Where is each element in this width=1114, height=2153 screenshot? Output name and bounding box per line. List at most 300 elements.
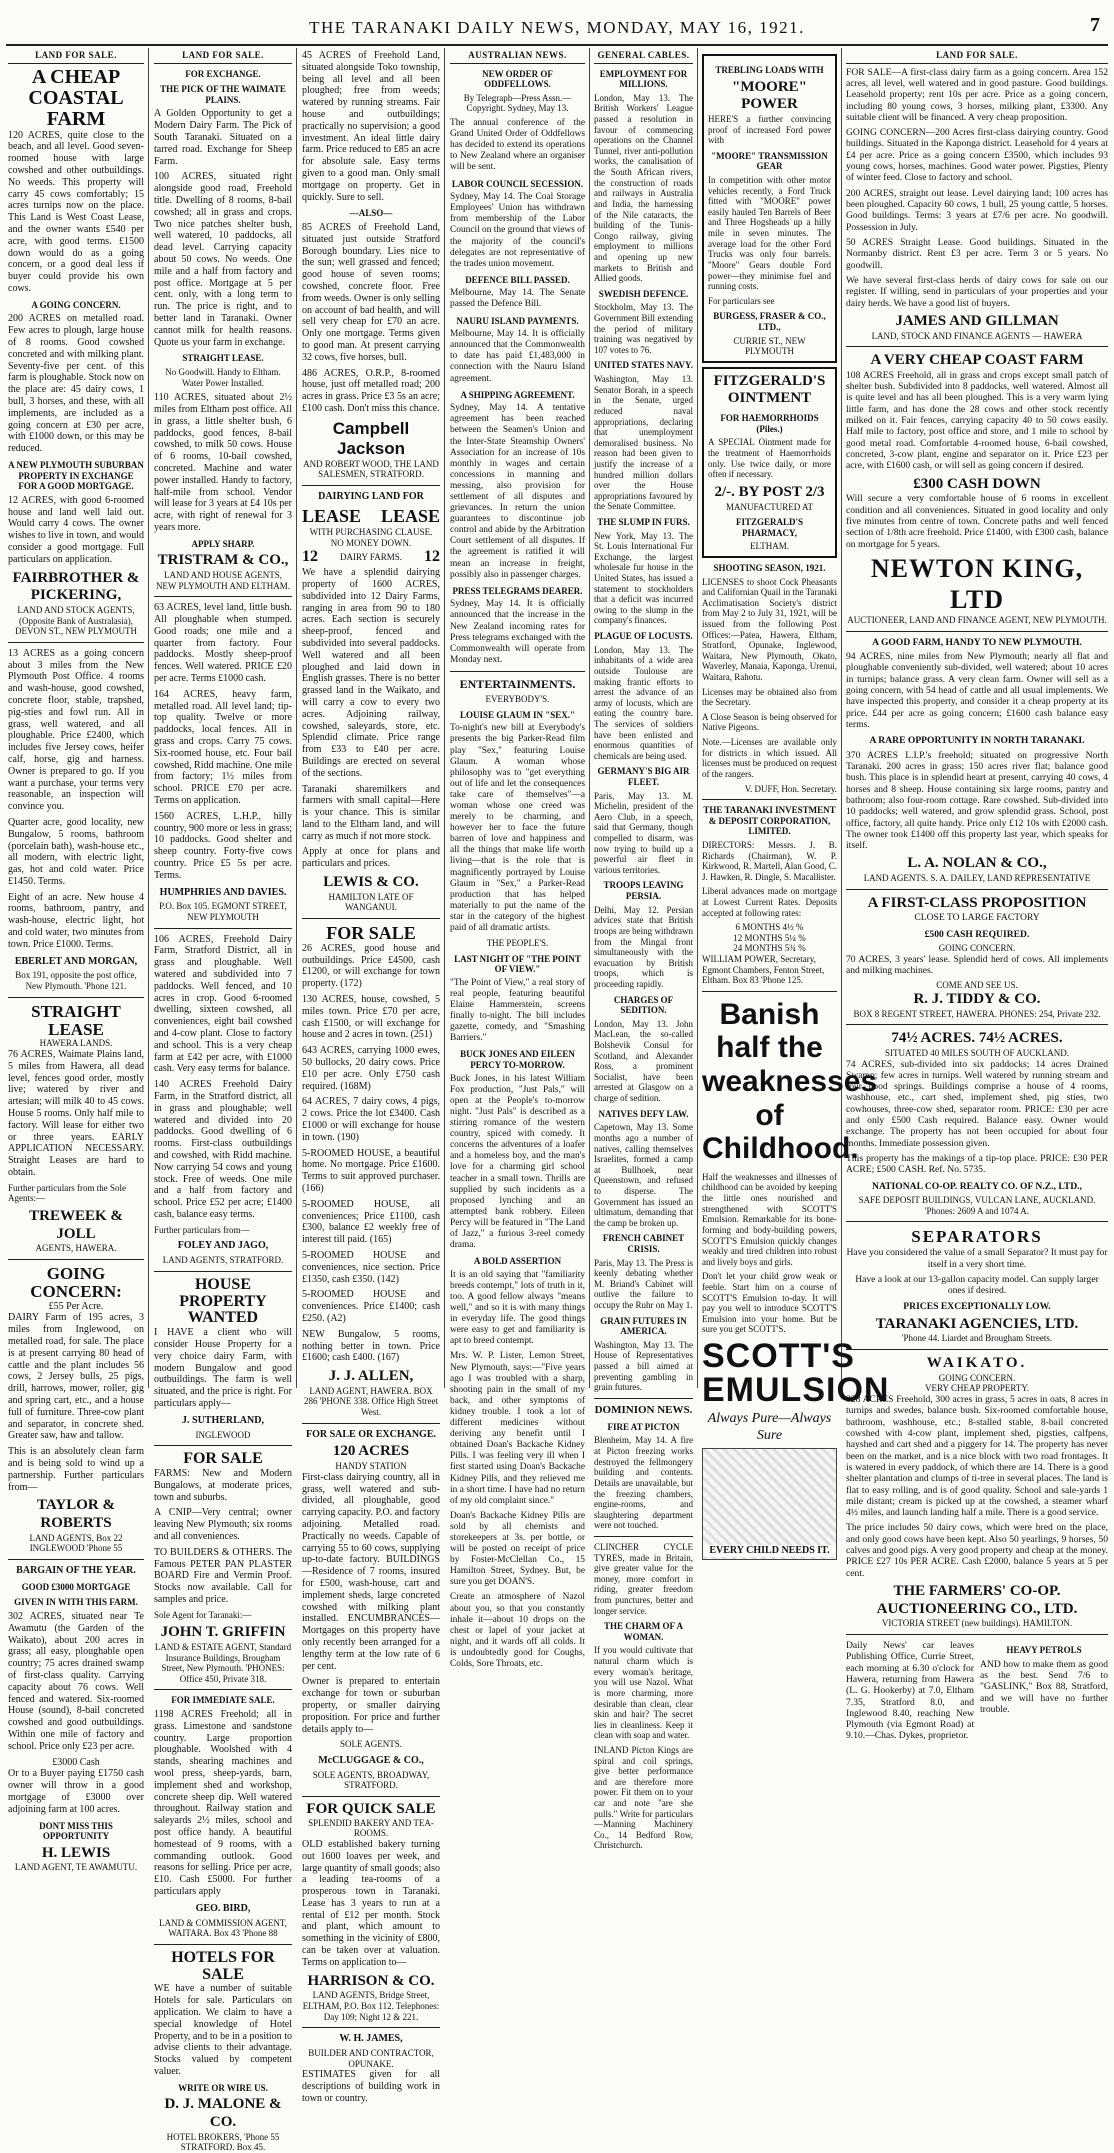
news-headline: A SHIPPING AGREEMENT. — [460, 389, 575, 400]
ad-subheading: FOR EXCHANGE. — [185, 68, 261, 79]
ad-text: Quarter acre, good locality, new Bungalow, 5 rooms, bathroom (porcelain bath), wash-house etc., all modern, with electric light, gas, hot and cold water. Price £1450. Terms. — [8, 816, 144, 887]
agent-address: BUILDER AND CONTRACTOR, OPUNAKE. — [308, 2047, 434, 2069]
news-headline: THE CHARM OF A WOMAN. — [604, 1621, 683, 1642]
agent-name: W. H. JAMES, — [339, 2033, 403, 2045]
rate-line: 24 MONTHS 5¾ % — [733, 943, 806, 954]
ad-subheading: £500 CASH REQUIRED. — [924, 928, 1030, 940]
bottom-ads-row — [846, 1640, 1108, 1746]
ad-text: NEW Bungalow, 5 rooms, nothing better in town. Price £1600; cash £400. (167) — [302, 1328, 440, 1364]
news-headline: SWEDISH DEFENCE. — [598, 288, 689, 299]
ad-subheading: GOOD £3000 MORTGAGE — [21, 1581, 131, 1592]
news-headline: NATIVES DEFY LAW. — [598, 1108, 689, 1119]
ad-heading: THE TARANAKI INVESTMENT & DEPOSIT CORPORATION, LIMITED. — [703, 805, 836, 837]
agent-address: AND ROBERT WOOD, THE LAND SALESMEN, STRATFORD. — [303, 458, 439, 480]
ad-subheading: SOLE AGENTS. — [339, 1739, 402, 1750]
agent-name: GEO. BIRD, — [195, 1902, 251, 1914]
news-text: London, May 13. John MacLean, the so-called Bolshevik Consul for Scotland, and Alexander Ross, a prominent Socialist, have been arrested at Glasgow on a charge of sedition. — [594, 1018, 693, 1104]
ad-text: 13 ACRES as a going concern about 3 miles from the New Plymouth Post Office. 4 rooms and wash-house, good cowshed, concrete floor, stable, trapshed, pig-sties and fowl run. All in grass, well watered, and all ploughable. Price £2400, which includes five Jersey cows, heifer calf, horse, gig and harness. Owner is prepared to go. If you want a purchase, your terms very reasonable, an inspection will convince you. — [8, 647, 144, 813]
ad-headline: HOTELS FOR SALE — [171, 1948, 275, 1983]
ad-text: HERE'S a further convincing proof of increased Ford power with — [708, 113, 831, 146]
ad-text: 1198 ACRES Freehold; all in grass. Limestone and sandstone country. Large proportion ploughable. Woolshed with 4 stands, shearing machines and wool press, sheep-yards, barn, implement shed and workshop, concrete sheep dip. Well watered throughout. Railway station and saleyards 2½ miles, school and post office handy. A beautiful homestead of 9 rooms, with a commanding outlook. Good reasons for selling. Price per acre, £10. Cash £5000. For further particulars apply — [154, 1709, 292, 1897]
ad-text: TO BUILDERS & OTHERS. The Famous PETER PAN PLASTER BOARD Fire and Vermin Proof. Stocks now available. Call for samples and price. — [154, 1546, 292, 1605]
ad-text: Apply at once for plans and particulars and prices. — [302, 846, 440, 870]
divider — [8, 997, 144, 998]
ad-text: 63 ACRES, level land, little bush. All ploughable when stumped. Good roads; one mile and a quarter from factory. Four paddocks. Mostly sheep-proof fences. Well watered. PRICE £20 per acre. Terms £1000 cash. — [154, 602, 292, 685]
ad-headline: 120 ACRES — [332, 1443, 410, 1460]
ad-text: This property has the makings of a tip-top place. PRICE: £30 PER ACRE; £500 CASH. Ref. No. 5735. — [846, 1153, 1108, 1176]
ad-text: AND how to make them as good as the best. Send 7/6 to "GASLINK," Box 88, Stratford, and we will have no further trouble. — [980, 1658, 1108, 1715]
column-divider — [148, 48, 149, 1388]
notice-text: Note.—Licenses are available only for districts in which issued. All licenses must be produced on request of the rangers. — [702, 737, 837, 779]
ad-text: 76 ACRES, Waimate Plains land, 5 miles from Hawera, all dead level, fences good order, mostly live; watered by river and artesian; will milk 40 to 45 cows. House 5 rooms. Only half mile to factory. Will lease for either two or three years. EARLY APPLICATION NECESSARY. Straight Leases are hard to obtain. — [8, 1048, 144, 1178]
ad-subheading: PRICES EXCEPTIONALLY LOW. — [903, 1301, 1051, 1313]
agent-address: LAND AGENT, HAWERA. BOX 286 'PHONE 338. Office High Street West. — [304, 1385, 438, 1418]
ad-text: Further particulars from— — [154, 1224, 250, 1235]
news-text: It is an old saying that "familiarity breeds contempt," lots of truth in it, too. A good fellow always "means well," and so it is with many things in everyday life. The good things were easy to get and familiarity is apt to breed contempt. — [450, 1269, 585, 1347]
agent-address: HOTEL BROKERS, 'Phone 55 STRATFORD. Box 45. — [166, 2131, 280, 2153]
ad-text: Further particulars from the Sole Agents:— — [8, 1182, 126, 1204]
column-header: AUSTRALIAN NEWS. — [450, 50, 585, 64]
ad-headline: FOR QUICK SALE — [306, 1800, 436, 1817]
ad-text: 108 ACRES Freehold, all in grass and crops except small patch of shelter bush. Subdivided into 8 paddocks, well watered. Almost all is quite level and has all been ploughed. This is a very warm lying little farm, and has done the 28 cows and other stock recently milked on it. Fair fences, carrying capacity 40 to 50 cows easily. Half mile to factory, post office and store, and 1 mile to school by good metal road. Comfortable 4-roomed house, 6-bail cowshed, concreted, 3-cow plant, engine and separator on it. Price £23 per acre, with £1600 cash, or will sell as going concern if desired. — [846, 369, 1108, 472]
lease-word: LEASE — [380, 505, 440, 526]
news-text: CLINCHER CYCLE TYRES, made in Britain, give greater value for the money, more comfort in riding, greater freedom from punctures, better and longer service. — [594, 1541, 693, 1616]
newspaper-title: THE TARANAKI DAILY NEWS, MONDAY, MAY 16, 1921. — [309, 18, 805, 37]
ad-subheading: COME AND SEE US. — [936, 980, 1018, 991]
ad-text: Half the weaknesses and illnesses of childhood can be avoided by keeping the little ones nourished and strengthened with SCOTT'S Emulsion. Remarkable for its bone-forming and body-building powers, SCOTT'S Emulsion quickly changes weakly and tired children into robust and lively boys and girls. — [702, 1171, 837, 1267]
ad-text: 94 ACRES, nine miles from New Plymouth; nearly all flat and ploughable conveniently sub-divided, well watered; about 10 acres in turnips; balance grass. A very clean farm. Owner will sell as a going concern, with 54 head of cattle and all usual implements. We have inspected this property, and consider it a cheap property at its price. £44 per acre as going concern; £1600 cash balance easy terms. — [846, 651, 1108, 731]
ad-text: Have you considered the value of a small Separator? It must pay for itself in a very short time. — [846, 1247, 1108, 1270]
ad-caption: EVERY CHILD NEEDS IT. — [703, 1545, 836, 1557]
ad-heading: TREBLING LOADS WITH — [715, 65, 824, 75]
count-number: 12 — [423, 548, 440, 566]
agent-name: BURGESS, FRASER & CO., LTD., — [713, 311, 826, 332]
ad-subheading: FOR IMMEDIATE SALE. — [171, 1695, 275, 1706]
ad-text: MANUFACTURED AT — [725, 501, 814, 512]
notice-heading: SHOOTING SEASON, 1921. — [713, 562, 826, 573]
column-4 — [450, 50, 585, 1669]
divider — [154, 1689, 292, 1690]
agent-address: LAND AGENTS, STRATFORD. — [162, 1255, 284, 1266]
agent-name: FITZGERALD'S PHARMACY, — [735, 517, 804, 538]
agent-address: AGENTS, HAWERA. — [35, 1243, 117, 1254]
news-text: INLAND Picton Kings are spiral and coil springs, give better performance and are therefore more power. Fit them on to your car and note "are she pulls." Write for particulars—Manning Machinery Co., 14 Bedford Row, Christchurch. — [594, 1744, 693, 1851]
agent-name: HUMPHRIES AND DAVIES. — [159, 886, 287, 898]
ad-text: Liberal advances made on mortgage at Lowest Current Rates. Deposits accepted at following rates: — [702, 886, 837, 918]
agent-name: FAIRBROTHER & PICKERING, — [12, 569, 140, 604]
news-headline: A BOLD ASSERTION — [473, 1256, 562, 1267]
agent-name: JOHN T. GRIFFIN — [160, 1624, 286, 1641]
ad-text: FARMS: New and Modern Bungalows, at moderate prices, town and suburbs. — [154, 1467, 292, 1503]
rate-line: 6 MONTHS 4½ % — [735, 922, 804, 933]
ad-price: £3000 Cash — [52, 1756, 100, 1768]
ad-headline: FOR SALE — [326, 922, 416, 943]
divider — [154, 1944, 292, 1945]
ad-text: 1560 ACRES, L.H.P., hilly country, 900 more or less in grass; 10 paddocks. Good shelter and sheep country. Forty-five cows country. Price £5 5s per acre. Terms. — [154, 810, 292, 881]
news-headline: PLAGUE OF LOCUSTS. — [594, 631, 693, 642]
ad-subheading: HANDY STATION — [335, 1461, 407, 1472]
ad-text: Eight of an acre. New house 4 rooms, bathroom, pantry, and wash-house, electric light, hot and cold water, two minutes from town. Price £1000. Terms. — [8, 891, 144, 950]
agent-name: J. J. ALLEN, — [328, 1368, 414, 1385]
divider — [154, 1271, 292, 1272]
section-heading: ENTERTAINMENTS. — [459, 676, 576, 691]
ad-subheading: FOR HAEMORRHOIDS (Piles.) — [720, 413, 819, 434]
news-headline: DEFENCE BILL PASSED. — [465, 274, 570, 285]
agent-address: SAFE DEPOSIT BUILDINGS, VULCAN LANE, AUCKLAND. 'Phones: 2609 A and 1074 A. — [858, 1194, 1096, 1216]
ad-headline: WAIKATO. — [926, 1355, 1028, 1372]
ad-heading: "MOORE" — [732, 78, 807, 95]
agent-address: LAND AGENTS. S. A. DAILEY, LAND REPRESENTATIVE — [863, 873, 1091, 884]
agent-address: LAND, STOCK AND FINANCE AGENTS — HAWERA — [871, 330, 1083, 341]
divider — [8, 642, 144, 643]
ad-subheading: STRAIGHT LEASE. — [182, 353, 264, 364]
ad-text: 26 ACRES, good house and outbuildings. Price £4500, cash £1200, or will exchange for town property. (172) — [302, 942, 440, 990]
heavy-petrols-ad — [980, 1640, 1108, 1746]
agent-name: NEWTON KING, LTD — [870, 553, 1084, 614]
ad-headline: FOR SALE — [183, 1450, 263, 1468]
ad-subheading: VERY CHEAP PROPERTY. — [925, 1383, 1029, 1394]
ad-price: £55 Per Acre. — [48, 1300, 104, 1312]
news-text: Delhi, May 12. Persian advices state that British troops are being withdrawn from the Mingal front simultaneously with the evacuation by British troops, which is proceeding rapidly. — [594, 904, 693, 989]
ad-text: Will secure a very comfortable house of 6 rooms in excellent condition and all conveniences. Situated in good locality and only five minutes from centre of town. Concrete paths and well fenced section of 1/8th acre freehold. Price £1400, with £300 cash, balance on mortgage for 5 years. — [846, 493, 1108, 550]
ad-text: DIRECTORS: Messrs. J. B. Richards (Chairman), W. P. Kirkwood, R. Martell, Alan Good, C. J. Hawken, R. Dingle, S. Macallister. — [702, 839, 837, 882]
ad-text: A CNIP—Very central; owner leaving New Plymouth; six rooms and all conveniences. — [154, 1507, 292, 1542]
column-header: LAND FOR SALE. — [846, 50, 1108, 64]
ad-subheading: GOING CONCERN. — [938, 1372, 1016, 1383]
divider — [702, 799, 837, 800]
ad-text: 370 ACRES L.I.P.'s freehold; situated on progressive North Taranaki. 200 acres in grass; 150 acres river flat; balance good bush. This place is in splendid heart at present, carrying 40 cows, 4 horses and 8 sheep. House containing six large rooms, pantry and bathroom; also four-room cottage. Rare cowshed. Sub-divided into 10 paddocks; well watered, and grow splendid grass. School, post office, factory, all quite handy. Price only £12 10s with £2000 cash. The owner took £1400 off this property last year, which speaks for itself. — [846, 749, 1108, 852]
count-number: 12 — [302, 548, 318, 566]
ad-text: GOING CONCERN—200 Acres first-class dairying country. Good buildings. Situated in the Kaponga district. Leasehold for 4 years at £4 per acre. Price as a going concern £3500, which includes 93 young cows, horses, machines. Good water power. Pigsties, Plenty of winter feed. Close to factory and school. — [846, 127, 1108, 184]
ad-text: 200 ACRES on metalled road. Few acres to plough, large house of 8 rooms. Good cowshed concreted and with milking plant. Seventy-five per cent. of this farm is ploughable. Stock now on the place are: 45 dairy cows, 1 bull, 3 horses, and these, with all implements, are included as a going concern at £30 per acre, with £1000 down, or this may be reduced. — [8, 313, 144, 455]
agent-name: NATIONAL CO-OP. REALTY CO. OF N.Z., LTD., — [872, 1180, 1082, 1192]
news-text: Paris, May 13. The Press is keenly debating whether M. Briand's Cabinet will outlive the failure to occupy the Ruhr on May 1. — [594, 1257, 693, 1311]
ad-headline: A CHEAP COASTAL FARM — [28, 65, 124, 130]
ad-text: For particulars see — [708, 295, 775, 306]
ad-slogan: Always Pure—Always Sure — [707, 1410, 832, 1443]
news-text: Blenheim, May 14. A fire at Picton freezing works destroyed the fellmongery building and contents. Details are unavailable, but the freezing chambers, engine-rooms, and slaughtering department were not touched. — [594, 1435, 693, 1531]
news-headline: THE PEOPLE'S. — [486, 938, 549, 949]
brand-logo: EMULSION — [702, 1370, 890, 1409]
ad-text: 74 ACRES, sub-divided into six paddocks; 14 acres Drained Swamp; few acres in turnips. Well watered by running stream and four good springs. Buildings comprise a house of 4 rooms, washhouse, etc., cart shed, implement shed, pig sties, two cowhouses, three-cow shed, separator room. PRICE: £30 per acre and only £500 Cash required. Balance easy. Owner would exchange. The property has not been occupied for about four months. Immediate possession given. — [846, 1058, 1108, 1149]
agent-name: HARRISON & CO. — [307, 1972, 435, 1989]
ad-subheading: CLOSE TO LARGE FACTORY — [914, 912, 1040, 924]
divider — [302, 918, 440, 919]
lease-word: LEASE — [302, 505, 362, 526]
divider — [154, 928, 292, 929]
news-text: Capetown, May 13. Some months ago a number of natives, calling themselves Israelites, formed a camp at Bullhoek, near Queenstown, and refused to disperse. The Government has issued an ultimatum, demanding that the camp be broken up. — [594, 1122, 693, 1228]
ad-subheading: SPLENDID BAKERY AND TEA-ROOMS. — [308, 1817, 434, 1839]
news-headline: UNITED STATES NAVY. — [594, 360, 693, 371]
news-headline: CHARGES OF SEDITION. — [613, 994, 674, 1016]
agent-name: LEWIS & CO. — [323, 874, 419, 891]
ad-text: We have a splendid dairying property of 1600 ACRES, subdivided into 12 Dairy Farms, ranging in area from 90 to 180 acres. Each section is securely sheep-proof, fenced and subdivided into several paddocks. Well watered and all been ploughed and laid down in English grasses. There is no better grassed land in the Waikato, and will carry a cow to every two acres. Adjoining railway, cowshed, saleyards, store, etc. Splendid climate. Price range from £33 to £40 per acre. Buildings are erected on several of the sections. — [302, 567, 440, 779]
news-text: Create an atmosphere of Nazol about you, so that you constantly inhale it—about 10 drops on the chest or lapel of your jacket at night, and it wards off all colds. It is undoubtedly good for Coughs, Colds, Sore Throats, etc. — [450, 1592, 585, 1669]
agent-address: LAND & ESTATE AGENT, Standard Insurance Buildings, Brougham Street, New Plymouth. 'PHONES: Office 450, Private 318. — [154, 1642, 292, 1684]
ad-text: A Golden Opportunity to get a Modern Dairy Farm. The Pick of South Taranaki. Situated on a tarred road. Exchange for Sheep Farm. — [154, 108, 292, 167]
news-text: The annual conference of the Grand United Order of Oddfellows has decided to extend its operations to New Zealand where an organiser will be sent. — [450, 118, 585, 173]
agent-name: McCLUGGAGE & CO., — [318, 1754, 424, 1766]
news-text: Melbourne, May 14. The Senate passed the Defence Bill. — [450, 288, 585, 310]
ad-text: 64 ACRES, 7 dairy cows, 4 pigs, 2 cows. Price the lot £3400. Cash £1000 or will exchange for house in town. (190) — [302, 1096, 440, 1143]
column-7 — [846, 50, 1108, 1742]
ad-text: Or to a Buyer paying £1750 cash owner will throw in a good mortgage of £3000 over adjoining farm at 100 acres. — [8, 1768, 144, 1815]
news-text: Sydney, May 14. It is officially announced that the increase in the New Zealand incoming rates for Press telegrams exchanged with the Commonwealth will operate from Monday next. — [450, 599, 585, 665]
rate-line: 12 MONTHS 5¼ % — [733, 932, 806, 943]
news-headline: LOUISE GLAUM IN "SEX." — [459, 709, 575, 720]
ad-text: FOR SALE—A first-class dairy farm as a going concern. Area 152 acres, all level, well watered and in good pasture. Good buildings. Leasehold property; rent 10s per acre. Price as a going concern, including 80 young cows, 3 horses, milking plant, £3300. Any suitable client will be financed. A very cheap proposition. — [846, 66, 1108, 123]
agent-name: TREWEEK & JOLL — [29, 1207, 123, 1242]
ad-text: ESTIMATES given for all descriptions of building work in town or country. — [302, 2069, 440, 2104]
news-text: London, May 13. The British Workers' League passed a resolution in favour of commencing operations on the Channel Tunnel, river anti-pollution works, the canalisation of the South African rivers, the construction of roads and railways in Australia and India, the harnessing of the Nile cataracts, the building of the Tunis-Congo railway, giving employment to millions and opening up new markets to British and Allied goods. — [594, 92, 693, 284]
agent-address: LAND & COMMISSION AGENT, WAITARA. Box 43 'Phone 88 — [159, 1917, 287, 1939]
news-headline: BUCK JONES AND EILEEN PERCY TO-MORROW. — [460, 1049, 575, 1071]
ad-text: 164 ACRES, heavy farm, metalled road. All level land; tip-top quality. Twelve or more paddocks, local fences. All in grass and crops. Carry 75 cows. Six-roomed house, etc. Four bail cowshed, Ridd machine. One mile from factory; 1½ miles from school. PRICE £70 per acre. Terms on application. — [154, 688, 292, 807]
ad-subheading: A NEW PLYMOUTH SUBURBAN PROPERTY IN EXCHANGE FOR A GOOD MORTGAGE. — [8, 459, 144, 492]
ad-text: Have a look at our 13-gallon capacity model. Can supply larger ones if desired. — [855, 1273, 1099, 1297]
news-text: Doan's Backache Kidney Pills are sold by all chemists and storekeepers at 3s. per bottle, or will be posted on receipt of price by Foster-McClellan Co., 15 Hamilton Street, Sydney. But, be sure you get DOAN'S. — [450, 1510, 585, 1588]
news-text: New York, May 13. The St. Louis International Fur Exchange, the largest wholesale fur house in the United States, has issued a statement to stockholders that a deficit was incurred owing to the slump in the company's finances. — [594, 530, 693, 626]
ad-text: The price includes 50 dairy cows, which were bred on the place, and only good cows have been kept. Also 50 yearlings, 9 horses, 50 calves and good pigs. A very good property and cheap at the money. PRICE £27 10s PER ACRE. Cash £2000, balance 5 years at 5 per cent. — [846, 1522, 1108, 1579]
ad-text: I HAVE a client who will consider House Property for a very choice dairy Farm, with modern Bungalow and good outbuildings. The farm is well situated, and the price is right. For particulars apply— — [154, 1327, 292, 1409]
agent-address: INGLEWOOD — [195, 1429, 251, 1440]
brand-logo: SCOTT'S — [702, 1336, 855, 1375]
ad-subheading: —ALSO— — [349, 208, 393, 219]
agent-address: LAND AND HOUSE AGENTS, NEW PLYMOUTH AND ELTHAM. — [155, 570, 291, 591]
divider — [846, 1634, 1108, 1635]
ad-text: 100 ACRES, situated right alongside good road, Freehold title. Dwelling of 8 rooms, 8-bail cowshed; all in grass and crops. Two nice patches shelter bush, well watered, 10 paddocks, all dead level. Carrying capacity about 50 cows. No weeds. One mile and a half from factory and post office. Mortgage at 5 per cent. only, with a long term to run. The price is right, and to better land in Taranaki. Owner cannot milk for health reasons. Quote us your farm in exchange. — [154, 171, 292, 348]
agent-address: LAND AGENTS, Bridge Street, ELTHAM, P.O. Box 112. Telephones: Day 109; Night 12 & 221. — [302, 1990, 440, 2022]
ad-text: Sole Agent for Taranaki:— — [154, 1609, 252, 1620]
divider — [8, 1559, 144, 1560]
ad-headline: 74½ ACRES. 74½ ACRES. — [891, 1030, 1063, 1047]
ad-headline: SEPARATORS — [911, 1227, 1043, 1247]
news-dateline: By Telegraph—Press Assn.—Copyright. Sydney, May 13. — [463, 92, 572, 114]
ad-text: 5-ROOMED HOUSE, a beautiful home. No mortgage. Price £1600. Terms to suit approved purchaser. (166) — [302, 1147, 440, 1195]
notice-text: A Close Season is being observed for Native Pigeons. — [702, 711, 837, 733]
ad-text: 328 ACRES Freehold, 300 acres in grass, 5 acres in oats, 8 acres in turnips and swedes, balance bush. Six-roomed comfortable house, bathroom, washhouse, etc.; 8-stalled stable, 8-bail concreted cowshed with 4-cow plant, implement shed, pigsties, calfpens, hayshed and cart shed and a piggery for 14. The property has never been on the market, and is a nice block with two road frontages. It is watered in every paddock, of which there are 14. There is a good shelter plantation and clumps of ti-tree in several places. The land is flat to easy rolling, and is of good quality. School and sale-yards 1 mile distant; cream is picked up at the cowshed, a steamer wharf 4½ miles, and launch landing half a mile. There is a good service. — [846, 1394, 1108, 1519]
agent-address: LAND AND STOCK AGENTS, (Opposite Bank of Australasia), DEVON ST., NEW PLYMOUTH — [14, 604, 137, 637]
ad-text: Don't let your child grow weak or feeble. Start him on a course of SCOTT'S Emulsion to-day. It will pay you well to introduce SCOTT'S Emulsion into your home. But be sure you get SCOTT'S. — [702, 1271, 837, 1335]
news-text: Melbourne, May 14. It is officially announced that the Commonwealth to date has paid £1,483,000 in connection with the Nauru Island agreement. — [450, 329, 585, 384]
news-headline: TROOPS LEAVING PERSIA. — [603, 880, 684, 902]
agent-address: LAND AGENTS, Box 22 INGLEWOOD 'Phone 55 — [29, 1532, 123, 1554]
agent-name: FOLEY AND JAGO, — [177, 1240, 269, 1252]
divider — [302, 2027, 440, 2028]
ad-text: 50 ACRES Straight Lease. Good buildings. Situated in the Normanby district. Rent £3 per acre. Term 3 or 5 years. No goodwill. — [846, 236, 1108, 271]
notice-text: LICENSES to shoot Cock Pheasants and Californian Quail in the Taranaki Acclimatisation Society's district from May 2 to July 31, 1921, will be issued from the following Post Offices:—Patea, Hawera, Eltham, Stratford, Opunake, Inglewood, Waitara, New Plymouth, Okato, Waverley, Manaia, Kaponga, Urenui, Waitara, Rahotu. — [702, 576, 837, 683]
ad-text: This is an absolutely clean farm and is being sold to wind up a partnership. Further particulars from— — [8, 1446, 144, 1493]
ad-subheading: A RARE OPPORTUNITY IN NORTH TARANAKI. — [869, 735, 1085, 747]
agent-address: P.O. Box 105. EGMONT STREET, NEW PLYMOUTH — [159, 901, 287, 923]
ad-subheading: THE PICK OF THE WAIMATE PLAINS. — [160, 84, 286, 105]
news-text: Washington, May 13. The House of Representatives passed a bill aimed at preventing gambling in grain futures. — [594, 1339, 693, 1393]
column-3 — [302, 50, 440, 2104]
ad-subheading: NO MONEY DOWN. — [330, 537, 412, 548]
notice-text: Licenses may be obtained also from the Secretary. — [702, 686, 837, 708]
ad-subheading: FOR SALE OR EXCHANGE. — [305, 1428, 436, 1440]
agent-name: D. J. MALONE & CO. — [164, 2096, 282, 2131]
ad-price: 2/-. BY POST 2/3 — [714, 483, 825, 500]
news-text: Stockholm, May 13. The Government Bill extending the period of military training was negatived by 107 votes to 76. — [594, 302, 693, 355]
divider — [846, 1349, 1108, 1350]
column-5 — [594, 50, 693, 1851]
news-text: Sydney, May 14. The Coal Storage Employees' Union has withdrawn from membership of the Labor Council on the ground that views of the majority of the council's delegates are not representative of the trades union movement. — [450, 192, 585, 269]
column-1 — [8, 50, 144, 1873]
ad-text: WILLIAM POWER, Secretary, Egmont Chambers, Fenton Street, Eltham. Box 83 'Phone 125. — [702, 954, 825, 986]
ad-subheading: SITUATED 40 MILES SOUTH OF AUCKLAND. — [884, 1047, 1069, 1058]
agent-name: Campbell Jackson — [332, 418, 410, 458]
ad-text: 70 ACRES, 3 years' lease. Splendid herd of cows. All implements and milking machines. — [846, 953, 1108, 977]
column-divider — [697, 48, 698, 1388]
notice-signature: V. DUFF, Hon. Secretary. — [744, 783, 837, 794]
news-text: Buck Jones, in his latest William Fox production, "Just Pals," will open at the People's to-morrow night. "Just Pals" is described as a stirring romance of the western country, spiced with comedy. It concerns the adventures of a loafer and a homeless boy, and the man's love for a charming girl school teacher in a small town. Thrills are supplied by such incidents as a proposed lynching and an attempted bank robbery. Eileen Percy will be featured in "The Land of Jazz," a furious 3-reel comedy drama. — [450, 1073, 585, 1251]
ad-text: 110 ACRES, situated about 2½ miles from Eltham post office. All in grass, a little shelter bush, 6 paddocks, good fences, 8-bail cowshed, to milk 50 cows. House of 6 rooms, 10-bail cowshed, concreted. Machine and water power installed. Handy to factory, half-mile from school. Vendor will lease for 3 years at £4 10s per acre, with right of renewal for 3 years more. — [154, 392, 292, 533]
ad-text: 85 ACRES of Freehold Land, situated just outside Stratford Borough boundary. Lies nice to the sun; well grassed and fenced; good house of seven rooms; cowshed, concrete floor. Free from weeds. Owner is only selling on account of bad health, and will sell very cheap for £70 an acre. Only one mortgage. Terms given to good man. At present carrying 32 cows, five horses, bull. — [302, 221, 440, 363]
lease-heading-row — [302, 506, 440, 527]
ad-subheading: DAIRYING LAND FOR — [318, 491, 424, 503]
agent-address: ELTHAM. — [750, 541, 789, 552]
news-text: Washington, May 13. Senator Borah, in a speech in the Senate, urged reduced naval appropriations, declaring that unemployment demoralised business. No reason had been given to justify the increase of a hundred million dollars over the House appropriations favoured by the Senate Committee. — [594, 374, 693, 512]
divider — [154, 1445, 292, 1446]
ad-subheading: APPLY SHARP. — [191, 538, 255, 549]
news-headline: LAST NIGHT OF "THE POINT OF VIEW." — [454, 953, 581, 975]
news-text: Paris, May 13. M. Michelin, president of the Aero Club, in a speech, said that Germany, though compelled to disarm, was now trying to build up a powerful air fleet in various territories. — [594, 790, 693, 875]
agent-name: TARANAKI AGENCIES, LTD. — [875, 1315, 1079, 1332]
agent-name: THE FARMERS' CO-OP. AUCTIONEERING CO., LTD. — [876, 1583, 1078, 1617]
ad-subheading: DONT MISS THIS OPPORTUNITY — [39, 1820, 113, 1842]
fitzgeralds-ointment-ad — [702, 367, 837, 558]
agent-address: Box 191, opposite the post office, New Plymouth. 'Phone 121. — [15, 970, 137, 992]
ad-heading: POWER — [741, 96, 798, 113]
ad-text: No Goodwill. Handy to Eltham. Water Power Installed. — [165, 366, 281, 388]
ad-text: 45 ACRES of Freehold Land, situated alongside Toko township, being all level and all been ploughed; free from weeds; watered by running streams. Fair house and outbuildings; practically no supervision; a good investment. An ideal little dairy farm. Price reduced to £85 an acre for absolute sale. Easy terms given to a good man. Only small mortgage on property. Get in quickly. Sure to sell. — [302, 50, 440, 203]
news-headline: GERMANY'S BIG AIR FLEET. — [597, 766, 690, 787]
ad-text: Daily News' car leaves Publishing Office, Currie Street, each morning at 6.30 o'clock for Hawera, returning from Hawera (L. G. Hookerby) at 7.0, Eltham 7.35, Stratford 8.0, and Inglewood 8.40, reaching New Plymouth (via Egmont Road) at 9.10.—Chas. Dykes, proprietor. — [846, 1639, 974, 1742]
ad-subheading: GOING CONCERN. — [938, 943, 1016, 954]
ad-headline: GOING CONCERN: — [30, 1263, 122, 1301]
ad-subheading: HEAVY PETROLS — [1006, 1644, 1082, 1655]
column-divider — [444, 48, 445, 1388]
agent-address: 'Phone 44. Liardet and Brougham Streets. — [901, 1333, 1053, 1344]
ad-text: 12 ACRES, with good 6-roomed house and land well laid out. Would carry 4 cows. The owner wishes to live in town, and would consider a good mortgage. Full particulars on application. — [8, 494, 144, 565]
divider — [702, 991, 837, 992]
agent-address: HAMILTON LATE OF WANGANUI. — [328, 891, 414, 913]
ad-subheading: BARGAIN OF THE YEAR. — [16, 1564, 136, 1576]
ad-text: 200 ACRES, straight out lease. Level dairying land; 100 acres has been ploughed. Capacity 60 cows, 1 bull, 25 young cattle, 5 horses. Good buildings. Terms: 3 years at £7/6 per acre. No goodwill. Possession in July. — [846, 187, 1108, 233]
agent-name: TAYLOR & ROBERTS — [37, 1497, 115, 1532]
dairy-farms-row — [302, 548, 440, 567]
agent-name: TRISTRAM & CO., — [157, 552, 289, 569]
ad-text: A SPECIAL Ointment made for the treatment of Haemorrhoids only. Use twice daily, or more often if necessary. — [708, 437, 831, 480]
divider — [154, 596, 292, 597]
ad-text: 140 ACRES Freehold Dairy Farm, in the Stratford district, all in grass and ploughable; well watered and divided into 20 paddocks. Good dwelling of 6 rooms. First-class outbuildings and cowshed, with Ridd machine. Now carrying 54 cows and young stock. Free of weeds. One mile and a half from factory and school. Price £52 per acre; £1400 cash, balance easy terms. — [154, 1079, 292, 1220]
news-headline: FRENCH CABINET CRISIS. — [602, 1233, 685, 1254]
ad-subheading: GIVEN IN WITH THIS FARM. — [14, 1597, 138, 1608]
column-divider — [589, 48, 590, 1388]
ad-subheading: A GOING CONCERN. — [31, 299, 121, 310]
dairy-farms-label: DAIRY FARMS. — [339, 552, 402, 563]
agent-address: LAND AGENT, TE AWAMUTU. — [14, 1862, 138, 1873]
moore-power-ad — [702, 54, 837, 363]
news-headline: PRESS TELEGRAMS DEARER. — [452, 585, 583, 596]
column-divider — [841, 48, 842, 1388]
ad-subheading: A GOOD FARM, HANDY TO NEW PLYMOUTH. — [872, 636, 1082, 648]
news-text: If you would cultivate that natural charm which is every woman's heritage, you will use Nazol. What is more charming, more desirable than clean, clear skin and hair? The secret lies in cleanliness. Keep it clean with soap and water. — [594, 1645, 693, 1741]
news-headline: NAURU ISLAND PAYMENTS. — [456, 315, 579, 326]
ad-text: DAIRY Farm of 195 acres, 3 miles from Inglewood, on metalled road, for sale. The place is at present carrying 80 head of cattle and the plant includes 56 cows, 2 Jersey bulls, 25 pigs, drill, harrows, mower, roller, gig and spring cart, etc., and a house full of furniture. Three-cow plant and separator, in concrete shed. Greater saw, haw and tallow. — [8, 1312, 144, 1442]
column-6 — [702, 50, 890, 1557]
section-heading: DOMINION NEWS. — [594, 1403, 693, 1416]
ad-text: Taranaki sharemilkers and farmers with small capital—Here is your chance. This is similar land to the Eltham land, and will carry as much if not more stock. — [302, 783, 440, 842]
agent-address: SOLE AGENTS, BROADWAY, STRATFORD. — [312, 1769, 430, 1791]
divider — [8, 1259, 144, 1260]
column-header: LAND FOR SALE. — [8, 50, 144, 64]
ad-headline: A VERY CHEAP COAST FARM — [870, 352, 1084, 369]
ad-text: 5-ROOMED HOUSE and conveniences, nice section. Price £1350, cash £350. (142) — [302, 1250, 440, 1285]
divider — [450, 671, 585, 672]
agent-name: JAMES AND GILLMAN — [895, 312, 1059, 329]
ad-text: 643 ACRES, carrying 1000 ewes, 50 bullocks, 20 dairy cows. Price £10 per acre. Only £750 cash required. (168M) — [302, 1045, 440, 1092]
divider — [846, 631, 1108, 632]
news-headline: EVERYBODY'S. — [485, 694, 550, 705]
agent-name: EBERLET AND MORGAN, — [14, 955, 138, 967]
masthead-rule — [6, 44, 1108, 46]
agent-address: CURRIE ST., NEW PLYMOUTH — [733, 335, 806, 357]
ad-heading: OINTMENT — [727, 390, 812, 407]
ad-headline: Banish half the weaknesses of Childhood. — [702, 997, 878, 1166]
ad-headline: STRAIGHT LEASE — [31, 1001, 121, 1039]
column-header: LAND FOR SALE. — [154, 50, 292, 64]
news-text: Mrs. W. P. Lister, Lemon Street, New Plymouth, says:—"Five years ago I was troubled with a sharp, shooting pain in the small of my back, and other symptoms of kidney trouble. I took a lot of different medicines without deriving any benefit until I obtained Doan's Backache Kidney Pills. I was feeling very ill when I first started using Doan's Backache Kidney Pills, and they relieved me in a short time. I have had no return of my old complaint since." — [450, 1351, 585, 1506]
ad-subheading: WRITE OR WIRE US. — [178, 2082, 268, 2093]
ad-text: Owner is prepared to entertain exchange for town or suburban property, or smaller dairying proposition. For price and further details apply to— — [302, 1676, 440, 1735]
news-headline: LABOR COUNCIL SECESSION. — [451, 178, 584, 189]
news-headline: EMPLOYMENT FOR MILLIONS. — [599, 68, 688, 90]
ad-text: 302 ACRES, situated near Te Awamutu (the Garden of the Waikato), about 200 acres in grass; all easy, ploughable open country; 75 acres drained swamp of first-class quality. Carrying capacity about 76 cows. Well fenced and watered. Six-roomed House (sound), 8-bail concreted cowshed and good outbuildings. Within one mile of factory and school. Price only £23 per acre. — [8, 1611, 144, 1752]
news-headline: NEW ORDER OF ODDFELLOWS. — [482, 68, 553, 90]
agent-address: BOX 8 REGENT STREET, HAWERA. PHONES: 254, Private 232. — [853, 1008, 1101, 1019]
ad-headline: HOUSE PROPERTY WANTED — [179, 1275, 267, 1327]
divider — [846, 346, 1108, 347]
column-header: GENERAL CABLES. — [594, 50, 693, 64]
ad-text: 120 ACRES, quite close to the beach, and all level. Good seven-roomed house with large cowshed and other outbuildings. No weeds. This property will carry 45 cows comfortably; 15 acres turnips now on the place. This Land is West Coast Lease, and the owner wants £540 per acre, with good terms. £1500 down would do as a going concern, or a good deal less if buyer could provide his own cows. — [8, 129, 144, 294]
column-divider — [296, 48, 297, 1388]
agent-address: VICTORIA STREET (new buildings). HAMILTON. — [881, 1618, 1073, 1629]
agent-name: L. A. NOLAN & CO., — [907, 855, 1047, 872]
ad-text: First-class dairying country, all in grass, well watered and sub-divided, all ploughable, good carrying capacity. P.O. and factory adjoining. Metalled road. Practically no weeds. Capable of carrying 55 to 60 cows, supplying up-to-date factory. BUILDINGS—Residence of 7 rooms, insured for £500, wash-house, cart and implement sheds, large concreted cowshed with milking plant installed. ENCUMBRANCES—Mortgages on this property have only recently been arranged for a lengthy term at the low rate of 6 per cent. — [302, 1471, 440, 1672]
divider — [302, 1423, 440, 1424]
page-number: 7 — [1090, 14, 1100, 36]
ad-heading: "MOORE" TRANSMISSION GEAR — [711, 150, 828, 172]
ad-headline: £300 CASH DOWN — [913, 475, 1041, 492]
child-illustration — [702, 1448, 837, 1560]
divider — [846, 889, 1108, 890]
agent-name: H. LEWIS — [41, 1844, 111, 1861]
news-text: "The Point of View," a real story of real people, featuring beautiful Elaine Hammerstein, screens finally to-night. The bill includes gazette, comedy, and "Smashing Barriers." — [450, 977, 585, 1044]
divider — [302, 485, 440, 486]
ad-text: OLD established bakery turning out 1600 loaves per week, and large quantity of small goods; also a leading tea-rooms of a prosperous town in Taranaki. Lease has 3 years to run at a rental of £12 per month. Stock and plant, which amount to something in the vicinity of £800, can be taken over at valuation. Terms on application to— — [302, 1838, 440, 1968]
news-text: Sydney, May 14. A tentative agreement has been reached between the Seamen's Union and the Inter-State Steamship Owners' Association for an increase of 10s monthly in wages and certain concessions in manning and messing, also provision for settlement of all disputes and grievances. In return the union guarantees to discontinue job control and abide by the Arbitration Court settlement of all disputes. If the agreement is ratified it will mean an increase in freight, possibly also in passenger charges. — [450, 403, 585, 580]
ad-text: 130 ACRES, house, cowshed, 5 miles town. Price £70 per acre, cash £1500, or will exchange for house and 2 acres in town. (251) — [302, 994, 440, 1041]
agent-name: J. SUTHERLAND, — [182, 1414, 264, 1426]
news-headline: THE SLUMP IN FURS. — [597, 516, 690, 527]
news-text: To-night's new bill at Everybody's presents the big Parker-Read film play "Sex," featuring Louise Glaum. A woman whose philosophy was to "get everything out of life and let the consequences take care of themselves"—a woman whose one creed was merely to be charming, and however her to face the future barren of love and happiness and all the things that make life worth living—that is the role that is magnificently portrayed by Louise Glaum in "Sex," a Parker-Read production that has helped materially to put the name of the star in the category of the highest paid of all dramatic artists. — [450, 723, 585, 933]
ad-heading: FITZGERALD'S — [713, 372, 826, 389]
ad-text: We have several first-class herds of dairy cows for sale on our register. If willing, send in particulars of your properties and your dairy herds. We have a good list of buyers. — [846, 274, 1108, 309]
ad-text: 106 ACRES, Freehold Dairy Farm, Stratford District, all in grass and ploughable. Well watered and subdivided into 7 paddocks. Well fenced, and 10 acres in crop. Good 6-roomed dwelling, sixteen cowshed, all conveniences, eight bail cowshed and 4-cow plant. Close to factory and school. This is a very cheap farm at £42 per acre, with £1000 cash. Very easy terms for balance. — [154, 933, 292, 1075]
divider — [846, 1024, 1108, 1025]
